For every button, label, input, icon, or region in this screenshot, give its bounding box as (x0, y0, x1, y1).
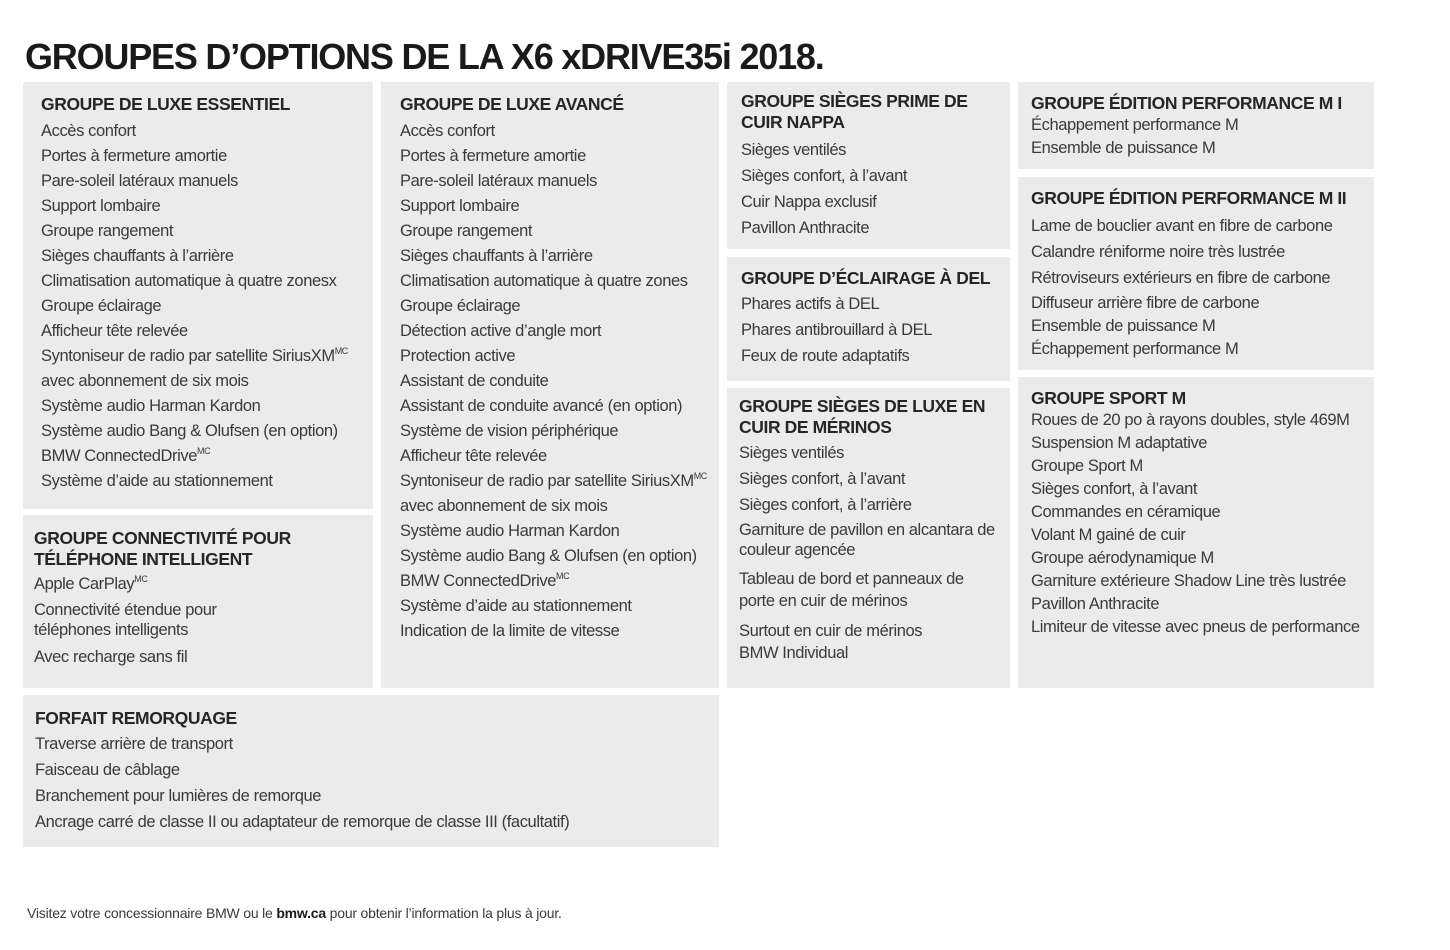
option-item: Portes à fermeture amortie (400, 147, 586, 165)
option-item (400, 569, 713, 594)
option-item: Lame de bouclier avant en fibre de carbone (1031, 217, 1333, 235)
option-item: avec abonnement de six mois (400, 497, 608, 515)
option-item: Afficheur tête relevée (400, 447, 547, 465)
option-list (741, 291, 1004, 369)
trademark-mark: MC (197, 446, 211, 456)
option-item: Garniture de pavillon en alcantara de couleur agencée (739, 521, 995, 559)
option-item: Système audio Harman Kardon (41, 397, 261, 415)
card-sieges-merinos (727, 388, 1010, 688)
card-perf-m1 (1018, 82, 1374, 169)
option-item: Limiteur de vitesse avec pneus de performance (1031, 618, 1360, 636)
option-list (1031, 409, 1370, 639)
option-text: BMW ConnectedDrive (400, 572, 557, 590)
option-item: Système audio Bang & Olufsen (en option) (400, 547, 697, 565)
option-item: Groupe éclairage (41, 297, 162, 315)
option-item: Support lombaire (400, 197, 520, 215)
card-heading: GROUPE DE LUXE AVANCÉ (400, 94, 624, 114)
trademark-mark: MC (334, 346, 348, 356)
card-perf-m2 (1018, 177, 1374, 370)
option-item: Sièges chauffants à l’arrière (41, 247, 234, 265)
option-item: Échappement performance M (1031, 116, 1239, 134)
option-item: Phares actifs à DEL (741, 295, 880, 313)
footer-text: Visitez votre concessionnaire BMW ou le (27, 905, 277, 921)
option-item: Système de vision périphérique (400, 422, 619, 440)
option-list (739, 440, 1002, 664)
trademark-mark: MC (693, 471, 707, 481)
option-list (41, 119, 363, 494)
card-heading: GROUPE D’ÉCLAIRAGE À DEL (741, 268, 991, 288)
option-item: Diffuseur arrière fibre de carbone (1031, 294, 1260, 312)
card-heading: GROUPE SIÈGES PRIME DE CUIR NAPPA (741, 91, 968, 132)
footer-note (27, 905, 562, 921)
option-item: Ancrage carré de classe II ou adaptateur de remorque de classe III (facultatif) (35, 813, 570, 831)
option-list (34, 572, 363, 670)
option-item: Assistant de conduite (400, 372, 549, 390)
option-item: Sièges chauffants à l’arrière (400, 247, 593, 265)
option-item: Avec recharge sans fil (34, 648, 188, 666)
option-item: Groupe rangement (41, 222, 174, 240)
option-item: Sièges confort, à l’arrière (739, 496, 912, 514)
option-item: Indication de la limite de vitesse (400, 622, 620, 640)
option-list (400, 119, 713, 644)
option-list (1031, 213, 1370, 361)
option-item: Pavillon Anthracite (741, 219, 870, 237)
card-heading: FORFAIT REMORQUAGE (35, 708, 237, 728)
option-list (1031, 114, 1368, 160)
card-heading: GROUPE ÉDITION PERFORMANCE M I (1031, 93, 1342, 113)
option-item: Protection active (400, 347, 516, 365)
option-item: Sièges confort, à l’avant (741, 167, 908, 185)
card-connectivite (23, 515, 373, 688)
option-item: Rétroviseurs extérieurs en fibre de carbone (1031, 269, 1331, 287)
option-item: Accès confort (400, 122, 495, 140)
option-item: Sièges confort, à l’avant (1031, 480, 1198, 498)
option-item: Suspension M adaptative (1031, 434, 1208, 452)
option-item: Pavillon Anthracite (1031, 595, 1160, 613)
card-remorquage (23, 695, 719, 847)
option-item: Faisceau de câblage (35, 761, 180, 779)
option-item: Climatisation automatique à quatre zonesx (41, 272, 337, 290)
option-item: Volant M gainé de cuir (1031, 526, 1186, 544)
option-item: Sièges confort, à l’avant (739, 470, 906, 488)
card-heading: GROUPE SPORT M (1031, 388, 1186, 408)
option-item: Afficheur tête relevée (41, 322, 188, 340)
option-list (741, 137, 1002, 241)
option-item (41, 444, 363, 469)
option-item: Tableau de bord et panneaux de porte en cuir de mérinos (739, 570, 964, 610)
card-heading: GROUPE DE LUXE ESSENTIEL (41, 94, 291, 114)
option-item: Sièges ventilés (739, 444, 844, 462)
option-item: Système d’aide au stationnement (41, 472, 273, 490)
card-heading: GROUPE ÉDITION PERFORMANCE M II (1031, 188, 1347, 208)
option-item: Système audio Bang & Olufsen (en option) (41, 422, 338, 440)
option-item: Cuir Nappa exclusif (741, 193, 877, 211)
card-luxe-essentiel (23, 82, 373, 509)
option-item: Support lombaire (41, 197, 161, 215)
option-item: Traverse arrière de transport (35, 735, 233, 753)
option-item: Pare-soleil latéraux manuels (400, 172, 597, 190)
option-item: Groupe Sport M (1031, 457, 1143, 475)
option-item: Climatisation automatique à quatre zones (400, 272, 688, 290)
option-item: Assistant de conduite avancé (en option) (400, 397, 683, 415)
page-title: GROUPES D’OPTIONS DE LA X6 xDRIVE35i 2018. (25, 36, 824, 77)
option-text: BMW ConnectedDrive (41, 447, 198, 465)
option-item (400, 469, 713, 494)
option-text: Syntoniseur de radio par satellite SiriusXM (400, 472, 694, 490)
option-item: Portes à fermeture amortie (41, 147, 227, 165)
option-item: Phares antibrouillard à DEL (741, 321, 932, 339)
footer-text: pour obtenir l’information la plus à jour. (325, 905, 562, 921)
card-eclairage-del (727, 257, 1010, 381)
option-item: Groupe éclairage (400, 297, 521, 315)
option-item: Roues de 20 po à rayons doubles, style 469M (1031, 411, 1350, 429)
option-text: Syntoniseur de radio par satellite SiriusXM (41, 347, 335, 365)
option-item: Ensemble de puissance M (1031, 139, 1216, 157)
option-item: Sièges ventilés (741, 141, 846, 159)
option-item: Échappement performance M (1031, 340, 1239, 358)
card-sport-m (1018, 377, 1374, 688)
option-item: Groupe rangement (400, 222, 533, 240)
option-item: Système d’aide au stationnement (400, 597, 632, 615)
option-item: Système audio Harman Kardon (400, 522, 620, 540)
option-item: avec abonnement de six mois (41, 372, 249, 390)
card-heading: GROUPE CONNECTIVITÉ POUR TÉLÉPHONE INTELLIGENT (34, 528, 291, 569)
option-item: Détection active d’angle mort (400, 322, 602, 340)
option-item: Connectivité étendue pour téléphones intelligents (34, 601, 217, 639)
option-text: Apple CarPlay (34, 575, 135, 593)
card-heading: GROUPE SIÈGES DE LUXE EN CUIR DE MÉRINOS (739, 396, 986, 437)
option-item: Feux de route adaptatifs (741, 347, 910, 365)
option-list (35, 731, 709, 835)
option-item: Branchement pour lumières de remorque (35, 787, 322, 805)
card-sieges-nappa (727, 82, 1010, 249)
option-item: Pare-soleil latéraux manuels (41, 172, 238, 190)
option-item: Commandes en céramique (1031, 503, 1221, 521)
option-item: Calandre réniforme noire très lustrée (1031, 243, 1285, 261)
bmw-ca-link[interactable]: bmw.ca (276, 905, 326, 921)
option-item: Accès confort (41, 122, 136, 140)
trademark-mark: MC (134, 574, 148, 584)
trademark-mark: MC (556, 571, 570, 581)
option-item: Surtout en cuir de mérinos BMW Individual (739, 622, 923, 662)
option-item: Ensemble de puissance M (1031, 317, 1216, 335)
option-item (41, 344, 363, 369)
option-item: Garniture extérieure Shadow Line très lustrée (1031, 572, 1346, 590)
option-item (34, 572, 363, 597)
card-luxe-avance (381, 82, 719, 688)
option-item: Groupe aérodynamique M (1031, 549, 1214, 567)
